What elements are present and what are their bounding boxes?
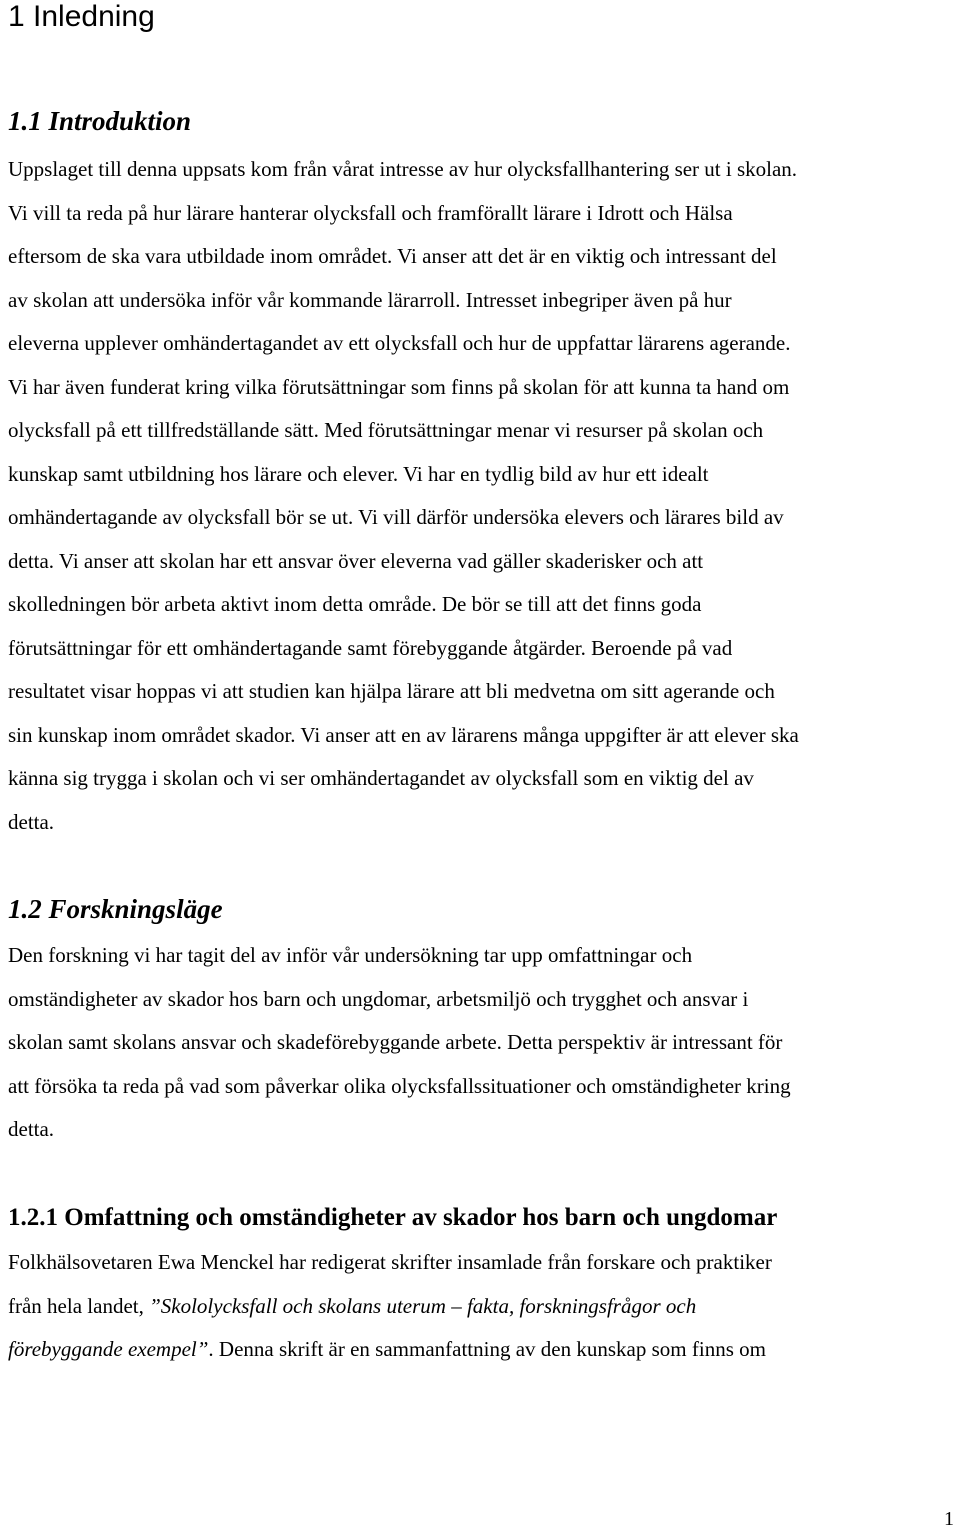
text-line: Uppslaget till denna uppsats kom från vårat intresse av hur olycksfallhantering ser ut i skolan. [8, 157, 798, 181]
text-line: Folkhälsovetaren Ewa Menckel har redigerat skrifter insamlade från forskare och praktiker [8, 1250, 772, 1274]
text-line: omständigheter av skador hos barn och ungdomar, arbetsmiljö och trygghet och ansvar i [8, 986, 749, 1011]
text-line: känna sig trygga i skolan och vi ser omhändertagandet av olycksfall som en viktig del av [8, 766, 754, 790]
text-segment: från hela landet, [8, 1293, 150, 1318]
text-line: eleverna upplever omhändertagandet av ett olycksfall och hur de uppfattar lärarens agerande. [8, 331, 791, 355]
text-line: detta. Vi anser att skolan har ett ansvar över eleverna vad gäller skaderisker och att [8, 548, 704, 573]
text-line: Vi vill ta reda på hur lärare hanterar olycksfall och framförallt lärare i Idrott och Hälsa [8, 200, 733, 225]
book-title-italic: ”Skololycksfall och skolans uterum – fakta, forskningsfrågor och [149, 1293, 697, 1318]
chapter-heading: 1 Inledning [8, 0, 155, 33]
text-line: kunskap samt utbildning hos lärare och elever. Vi har en tydlig bild av hur ett idealt [8, 461, 709, 486]
text-line: förutsättningar för ett omhändertagande samt förebyggande åtgärder. Beroende på vad [8, 635, 733, 660]
paragraph-introduktion [8, 148, 958, 844]
text-line: Den forskning vi har tagit del av inför vår undersökning tar upp omfattningar och [8, 943, 693, 967]
text-line: olycksfall på ett tillfredställande sätt. Med förutsättningar menar vi resurser på skolan och [8, 418, 764, 442]
text-segment: . Denna skrift är en sammanfattning av den kunskap som finns om [208, 1337, 766, 1361]
text-line: Vi har även funderat kring vilka förutsättningar som finns på skolan för att kunna ta hand om [8, 374, 790, 399]
text-line: sin kunskap inom området skador. Vi anser att en av lärarens många uppgifter är att elever ska [8, 722, 799, 747]
subsection-heading-omfattning: 1.2.1 Omfattning och omständigheter av skador hos barn och ungdomar [8, 1204, 778, 1231]
text-line: detta. [8, 1117, 55, 1141]
text-line: av skolan att undersöka inför vår kommande lärarroll. Intresset inbegriper även på hur [8, 287, 732, 312]
text-line: detta. [8, 809, 55, 834]
section-heading-introduktion: 1.1 Introduktion [8, 106, 192, 136]
section-heading-forskningslage: 1.2 Forskningsläge [8, 894, 223, 924]
text-line [8, 1328, 958, 1372]
text-line: omhändertagande av olycksfall bör se ut. Vi vill därför undersöka elevers och lärares bild av [8, 505, 784, 529]
text-line [8, 1285, 958, 1329]
paragraph-forskningslage [8, 934, 958, 1152]
text-line: skolledningen bör arbeta aktivt inom detta område. De bör se till att det finns goda [8, 592, 702, 616]
text-line: eftersom de ska vara utbildade inom området. Vi anser att det är en viktig och intressant del [8, 244, 777, 268]
page-number: 1 [944, 1508, 954, 1530]
text-line: resultatet visar hoppas vi att studien kan hjälpa lärare att bli medvetna om sitt agerande och [8, 679, 775, 703]
text-line: skolan samt skolans ansvar och skadeförebyggande arbete. Detta perspektiv är intressant för [8, 1030, 783, 1054]
text-line: att försöka ta reda på vad som påverkar olika olycksfallssituationer och omständigheter kring [8, 1073, 791, 1098]
book-title-italic: förebyggande exempel” [8, 1337, 209, 1361]
paragraph-omfattning [8, 1241, 958, 1372]
